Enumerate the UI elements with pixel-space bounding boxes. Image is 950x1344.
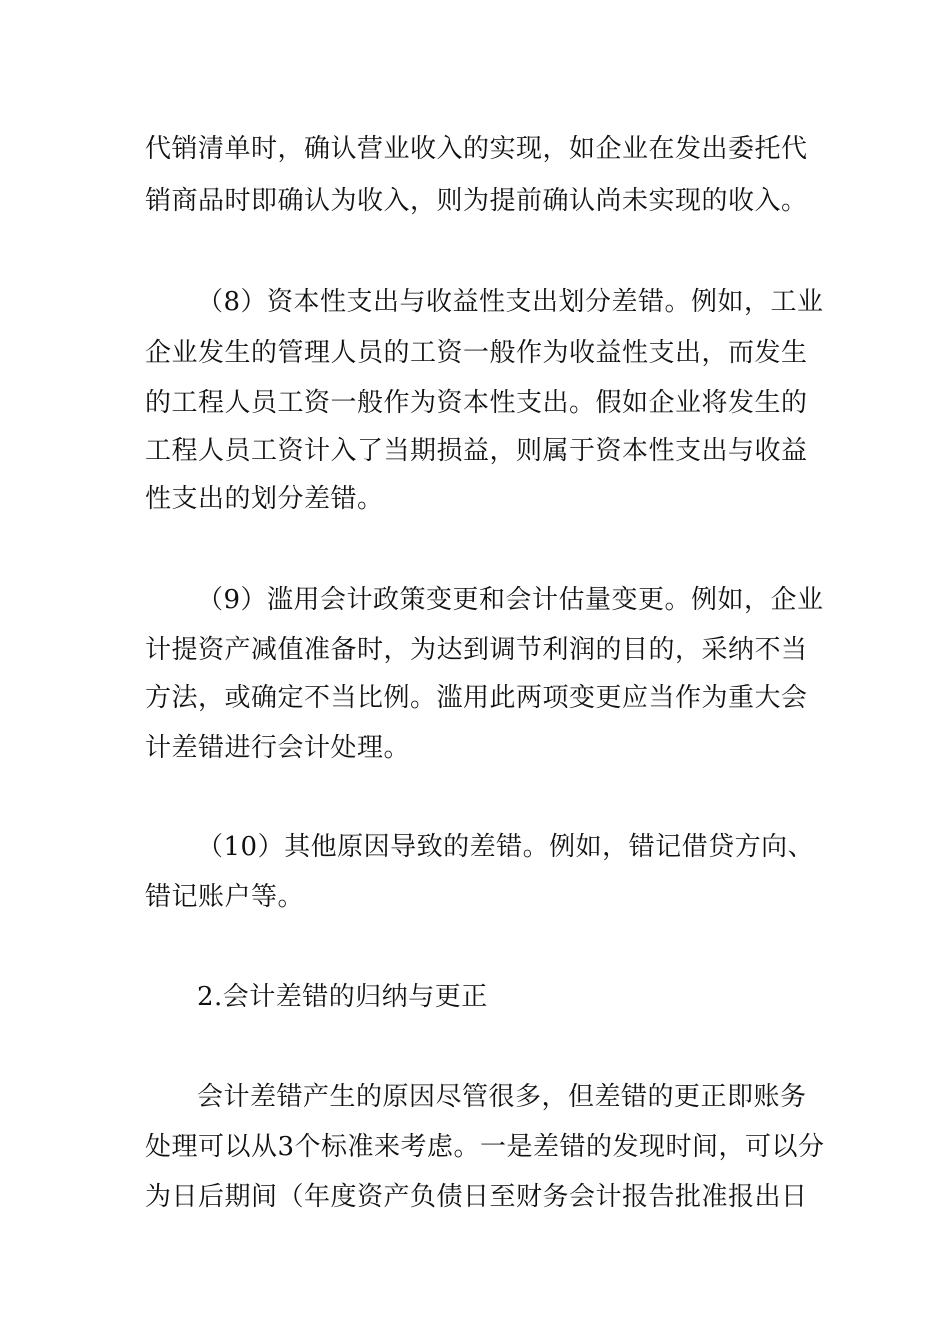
text-line: 方法，或确定不当比例。滥用此两项变更应当作为重大会 xyxy=(145,683,808,713)
section-heading: 2.会计差错的归纳与更正 xyxy=(197,982,488,1012)
text-line: 工程人员工资计入了当期损益，则属于资本性支出与收益 xyxy=(145,436,808,466)
text-line: 计差错进行会计处理。 xyxy=(145,733,411,763)
paragraph-10-line: （10）其他原因导致的差错。例如，错记借贷方向、 xyxy=(197,832,815,862)
text-line: 计提资产减值准备时，为达到调节利润的目的，采纳不当 xyxy=(145,635,808,665)
text-line: 性支出的划分差错。 xyxy=(145,484,384,514)
text-line: 企业发生的管理人员的工资一般作为收益性支出，而发生 xyxy=(145,338,808,368)
text-line: 的工程人员工资一般作为资本性支出。假如企业将发生的 xyxy=(145,388,808,418)
text-line: 处理可以从3个标准来考虑。一是差错的发现时间，可以分 xyxy=(145,1132,825,1162)
text-line: 销商品时即确认为收入，则为提前确认尚未实现的收入。 xyxy=(145,186,808,216)
paragraph-line: 会计差错产生的原因尽管很多，但差错的更正即账务 xyxy=(197,1082,807,1112)
paragraph-8-line: （8）资本性支出与收益性支出划分差错。例如，工业 xyxy=(197,287,824,317)
text-line: 代销清单时，确认营业收入的实现，如企业在发出委托代 xyxy=(145,134,808,164)
text-line: 为日后期间（年度资产负债日至财务会计报告批准报出日 xyxy=(145,1182,808,1212)
paragraph-9-line: （9）滥用会计政策变更和会计估量变更。例如，企业 xyxy=(197,585,824,615)
text-line: 错记账户等。 xyxy=(145,882,305,912)
